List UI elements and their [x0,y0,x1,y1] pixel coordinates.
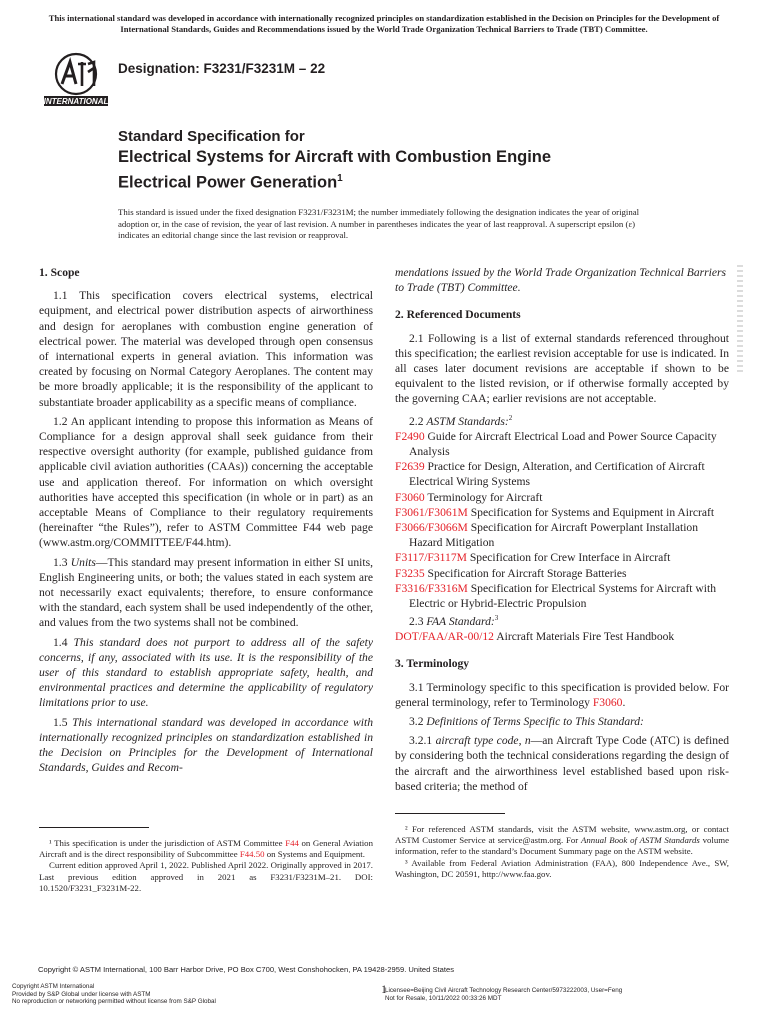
ref-code[interactable]: F2490 [395,429,425,443]
license-right [385,987,622,1002]
ref-code[interactable]: F3060 [395,490,425,504]
fn1-link-f44[interactable]: F44 [285,838,299,848]
title-line-1: Electrical Systems for Aircraft with Combustion Engine [118,148,552,166]
scope-1-3-num: 1.3 [53,555,71,569]
refs-2-2-num: 2.2 [409,414,427,428]
fn2-italic: Annual Book of ASTM Standards [581,835,700,846]
issuance-note: This standard is issued under the fixed designation F3231/F3231M; the number immediately following the designation indicates the year of original adoption or, in the case of revision, the year of last revision. A number in parentheses indicates the year of last reapproval. A superscript epsilon (ε) indicates an editorial change since the last revision or reapproval. [118,207,640,240]
ref-item[interactable] [395,581,729,611]
refs-2-3-sup: 3 [494,614,499,623]
license-right-1: Licensee=Beijing Civil Aircraft Technology Research Center/5973222003, User=Feng [385,987,623,994]
title-line-2-text: Electrical Power Generation [118,173,338,192]
ref-code[interactable]: F3316/F3316M [395,581,468,595]
ref-title: Specification for Aircraft Powerplant Installation Hazard Mitigation [409,520,699,550]
scope-1-3-label: Units [70,555,96,569]
fn1-c: on Systems and Equipment. [264,849,365,860]
license-left [12,983,216,1006]
ref-item[interactable] [395,490,729,505]
scope-1-1: 1.1 This specification covers electrical systems, electrical equipment, and electrical power distribution aspects of airworthiness and design for aeroplanes with combustion engine generation of electrical power. The material was developed through open consensus of international experts in general aviation. This information was created by focusing on Normal Category Aeroplanes. The content may be more broadly applicable; it is the responsibility of the applicant to substantiate broader applicability as a specific means of compliance. [39,289,373,409]
ref-item[interactable] [395,459,729,489]
scope-1-5-text: This international standard was developed in accordance with internationally recognized principles on standardization established in the Decision on Principles for the Development of International Standards, Guides and Recom- [39,715,373,775]
term-3-2-1-term: aircraft type code, n [435,734,531,748]
title-pre: Standard Specification for [118,128,305,145]
right-footnotes [395,813,729,880]
ref-code[interactable]: F3235 [395,566,425,580]
title-line-2 [118,168,678,194]
astm-logo-icon [40,50,112,108]
term-3-2-1-num: 3.2.1 [409,734,436,748]
faa-ref-code[interactable]: DOT/FAA/AR-00/12 [395,630,494,644]
term-3-1-text: 3.1 Terminology specific to this specification is provided below. For general terminology, refer to Terminology [395,680,729,709]
footnote-1-p1 [39,838,373,860]
footnote-1 [39,838,373,894]
title-block [118,127,678,194]
term-3-1-end: . [622,695,626,709]
refs-2-3 [395,611,729,629]
footnote-rule-right [395,813,505,814]
ref-title: Terminology for Aircraft [424,490,543,504]
refs-2-2 [395,411,729,429]
license-right-2: Not for Resale, 10/11/2022 00:33:26 MDT [385,994,502,1002]
footnote-rule-left [39,827,149,828]
term-3-2-text: Definitions of Terms Specific to This Standard: [426,715,644,728]
term-3-1 [395,680,729,710]
ref-code[interactable]: F2639 [395,460,425,474]
ref-code[interactable]: F3061/F3061M [395,505,468,519]
ref-code[interactable]: F3117/F3117M [395,551,467,565]
scope-1-2: 1.2 An applicant intending to propose this information as Means of Compliance for a design approval shall seek guidance from their respective oversight authority (for example, published guidance from applicable civil aviation authorities (CAAs)) concerning the acceptable use and application thereof. For information on which oversight authorities have accepted this specification (in whole or in part) as an acceptable Means of Compliance to their regulatory requirements (hereinafter “the Rules”), refer to ASTM Committee F44 web page (www.astm.org/COMMITTEE/F44.htm). [39,414,373,550]
faa-ref-item[interactable] [395,629,729,644]
scope-1-5-continued: mendations issued by the World Trade Organization Technical Barriers to Trade (TBT) Committee. [395,266,727,295]
scope-1-4-text: This standard does not purport to address all of the safety concerns, if any, associated with its use. It is the responsibility of the user of this standard to establish appropriate safety, health, and environmental practices and determine the applicability of regulatory limitations prior to use. [39,635,374,710]
left-footnotes [39,827,373,894]
terminology-heading: 3. Terminology [395,657,470,671]
license-left-1: Copyright ASTM International [12,983,95,990]
fn2-b: volume information, refer to the standard’s Document Summary page on the ASTM website. [395,835,729,857]
copyright-line: Copyright © ASTM International, 100 Barr Harbor Drive, PO Box C700, West Conshohocken, PA 19428-2959. United States [38,965,455,974]
scope-1-4-num: 1.4 [53,635,74,649]
term-3-2 [395,714,729,729]
scope-heading: 1. Scope [39,266,80,279]
scope-1-5-num: 1.5 [53,715,73,729]
left-column [39,265,374,893]
ref-item[interactable] [395,505,729,520]
fn2-a: ² For referenced ASTM standards, visit the ASTM website, www.astm.org, or contact ASTM Customer Service at service@astm.org. For [395,824,729,846]
refs-2-2-label: ASTM Standards: [426,414,509,428]
ref-title: Specification for Aircraft Storage Batteries [424,566,627,580]
ref-code[interactable]: F3066/F3066M [395,520,468,534]
ref-item[interactable] [395,550,729,565]
ref-item[interactable] [395,520,729,550]
right-column [395,265,730,879]
fn1-a: ¹ This specification is under the jurisdiction of ASTM Committee [49,838,286,848]
footnotes-2-3 [395,824,729,880]
top-notice: This international standard was developed in accordance with internationally recognized principles on standardization established in the Decision on Principles for the Development of International Standards, Guides and Recommendations issued by the World Trade Organization Technical Barriers to Trade (TBT) Committee. [48,13,720,34]
refs-2-3-num: 2.3 [409,614,427,628]
ref-title: Specification for Electrical Systems for Aircraft with Electric or Hybrid-Electric Propulsion [409,581,717,610]
ref-title: Guide for Aircraft Electrical Load and Power Source Capacity Analysis [409,429,717,458]
faa-ref-title: Aircraft Materials Fire Test Handbook [493,630,675,644]
ref-item[interactable] [395,566,729,581]
title-footnote-mark: 1 [337,173,343,184]
term-3-2-1-text: —an Aircraft Type Code (ATC) is defined by considering both the technical considerations regarding the design of the aircraft and the airworthiness level established based upon risk-based criteria; the method of [395,734,730,793]
footnote-3: ³ Available from Federal Aviation Administration (FAA), 800 Independence Ave., SW, Washington, DC 20591, http://www.faa.gov. [395,857,729,879]
footnote-1-p2: Current edition approved April 1, 2022. Published April 2022. Originally approved in 2017. Last previous edition approved in 2021 as F3231/F3231M–21. DOI: 10.1520/F3231_F3231M-22. [39,860,373,893]
fn1-link-f4450[interactable]: F44.50 [239,849,265,860]
logo-text: INTERNATIONAL [43,97,109,106]
scope-1-3 [39,555,373,631]
page-number: 1 [381,982,387,996]
term-3-2-1 [395,733,729,794]
astm-logo [40,50,112,108]
refs-2-1: 2.1 Following is a list of external standards referenced throughout this specification; the earliest revision acceptable for use is indicated. In all cases later document revisions are acceptable if shown to be equivalent to the listed revision, or if otherwise formally accepted by the governing CAA; earlier revisions are not acceptable. [395,331,729,406]
ref-title: Specification for Crew Interface in Aircraft [466,551,671,565]
term-3-1-link[interactable]: F3060 [592,695,623,709]
ref-item[interactable] [395,429,729,459]
fn1-b: on General Aviation Aircraft and is the direct responsibility of Subcommittee [39,838,373,860]
license-left-3: No reproduction or networking permitted without license from S&P Global [12,998,216,1006]
scope-1-5 [39,715,373,776]
ref-title: Specification for Systems and Equipment in Aircraft [467,505,715,519]
scope-1-4 [39,635,373,711]
term-3-2-num: 3.2 [409,715,427,728]
side-watermark [737,265,743,375]
footnote-2 [395,824,729,858]
refs-2-3-label: FAA Standard: [426,614,495,628]
refs-2-2-sup: 2 [508,413,513,422]
license-left-2: Provided by S&P Global under license with ASTM [12,990,151,998]
scope-1-3-text: —This standard may present information in either SI units, English Engineering units, or both; the values stated in each system are not necessarily exact equivalents; therefore, to ensure conformance with the standard, each system shall be used independently of the other, and values from the two systems shall not be combined. [39,555,373,630]
refs-heading: 2. Referenced Documents [395,308,521,322]
designation: Designation: F3231/F3231M – 22 [118,61,326,76]
ref-title: Practice for Design, Alteration, and Certification of Aircraft Electrical Wiring Systems [409,460,705,489]
